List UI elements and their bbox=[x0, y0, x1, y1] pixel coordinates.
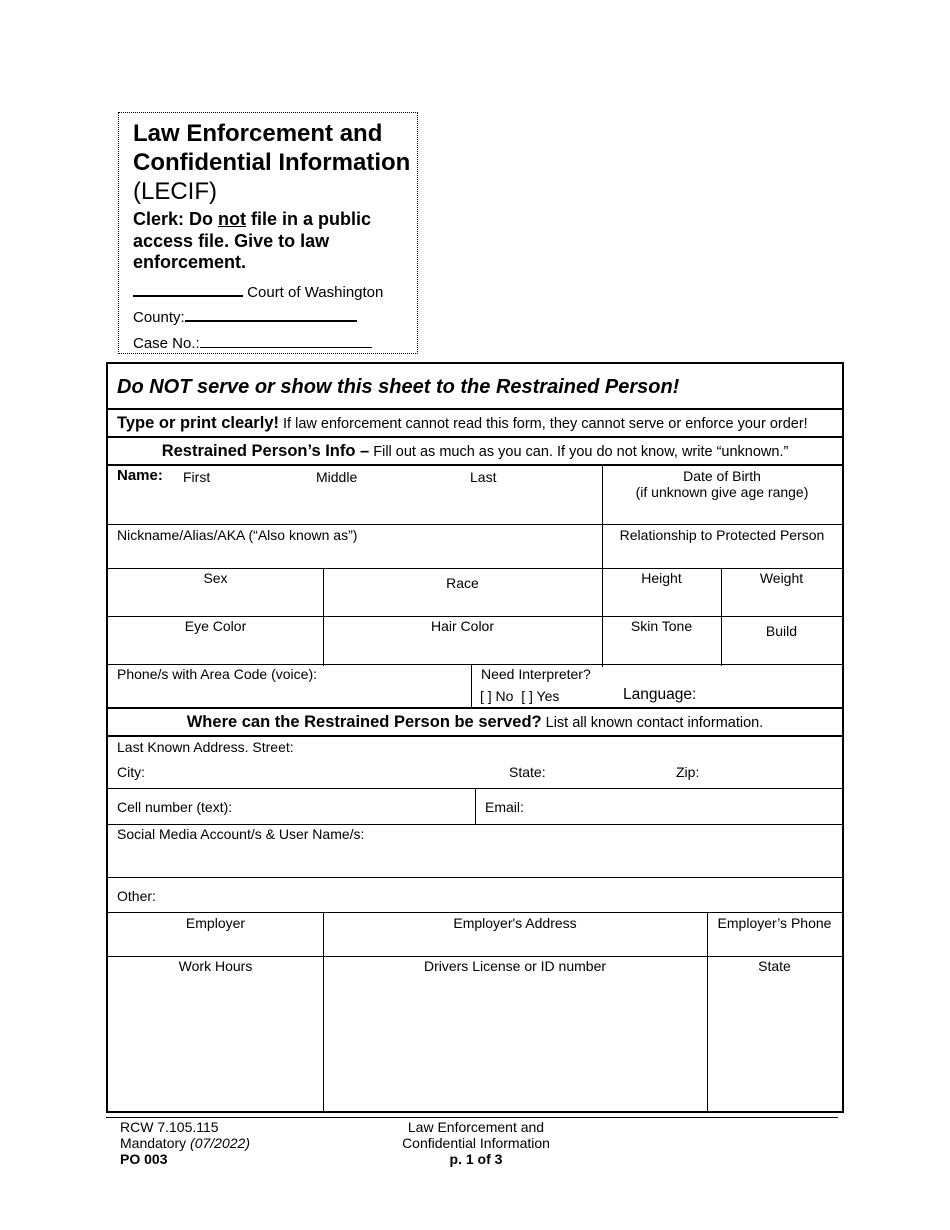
footer-title-line1: Law Enforcement and bbox=[407, 1119, 545, 1135]
city-field[interactable]: City: bbox=[117, 764, 145, 780]
cell-number-field[interactable]: Cell number (text): bbox=[117, 799, 233, 815]
sex-field[interactable]: Sex bbox=[203, 570, 228, 586]
license-state-field[interactable]: State bbox=[758, 958, 791, 974]
divider bbox=[323, 913, 324, 1111]
divider bbox=[108, 568, 842, 569]
skin-tone-field[interactable]: Skin Tone bbox=[630, 618, 693, 634]
served-header: Where can the Restrained Person be served? List all known contact information. bbox=[186, 713, 764, 731]
divider bbox=[108, 664, 842, 665]
footer-center bbox=[376, 1119, 576, 1167]
employer-address-field[interactable]: Employer's Address bbox=[453, 915, 577, 931]
social-media-field[interactable]: Social Media Account/s & User Name/s: bbox=[117, 826, 365, 842]
last-name-field[interactable]: Last bbox=[470, 469, 497, 485]
divider bbox=[108, 464, 842, 466]
case-number-label: Case No.: bbox=[133, 335, 200, 352]
divider bbox=[108, 436, 842, 438]
state-field[interactable]: State: bbox=[509, 764, 546, 780]
clerk-instruction: Clerk: Do not file in a public access file. Give to law enforcement. bbox=[133, 209, 372, 272]
divider bbox=[108, 912, 842, 913]
lecif-form bbox=[106, 362, 844, 1113]
employer-field[interactable]: Employer bbox=[185, 915, 246, 931]
address-field[interactable]: Last Known Address. Street: bbox=[117, 739, 294, 755]
drivers-license-field[interactable]: Drivers License or ID number bbox=[423, 958, 607, 974]
interpreter-options[interactable]: [ ] No [ ] Yes bbox=[480, 688, 560, 704]
nickname-field[interactable]: Nickname/Alias/AKA (“Also known as”) bbox=[117, 527, 358, 543]
page-number: p. 1 of 3 bbox=[449, 1151, 503, 1167]
divider bbox=[108, 408, 842, 410]
first-name-field[interactable]: First bbox=[183, 469, 211, 485]
divider bbox=[108, 707, 842, 709]
employer-phone-field[interactable]: Employer’s Phone bbox=[717, 915, 832, 931]
email-field[interactable]: Email: bbox=[485, 799, 524, 815]
form-abbreviation: (LECIF) bbox=[133, 178, 217, 205]
hair-color-field[interactable]: Hair Color bbox=[430, 618, 494, 634]
divider bbox=[108, 616, 842, 617]
language-field[interactable]: Language: bbox=[623, 686, 697, 703]
interpreter-label: Need Interpreter? bbox=[481, 666, 591, 682]
caption-box bbox=[118, 112, 418, 354]
dob-field[interactable]: Date of Birth bbox=[683, 468, 761, 484]
warning-text: Do NOT serve or show this sheet to the Restrained Person! bbox=[117, 376, 680, 398]
court-line bbox=[133, 281, 383, 301]
divider bbox=[108, 877, 842, 878]
divider bbox=[108, 524, 842, 525]
relationship-field[interactable]: Relationship to Protected Person bbox=[619, 527, 825, 543]
middle-name-field[interactable]: Middle bbox=[316, 469, 358, 485]
county-field[interactable] bbox=[185, 306, 357, 322]
form-number: PO 003 bbox=[120, 1151, 168, 1167]
type-clearly-row: Type or print clearly! If law enforcement cannot read this form, they cannot serve or enforce your order! bbox=[117, 414, 808, 432]
dob-note: (if unknown give age range) bbox=[635, 484, 809, 500]
other-field[interactable]: Other: bbox=[117, 888, 156, 904]
court-name-field[interactable] bbox=[133, 281, 243, 297]
court-label: Court of Washington bbox=[247, 284, 384, 301]
footer-rule bbox=[106, 1117, 838, 1118]
phone-field[interactable]: Phone/s with Area Code (voice): bbox=[117, 666, 317, 682]
mandatory-line: Mandatory (07/2022) bbox=[120, 1135, 250, 1151]
name-label: Name: bbox=[117, 467, 163, 484]
divider bbox=[475, 789, 476, 825]
height-field[interactable]: Height bbox=[641, 570, 682, 586]
divider bbox=[108, 824, 842, 825]
restrained-info-header: Restrained Person’s Info – Fill out as much as you can. If you do not know, write “unknown.” bbox=[161, 442, 789, 460]
work-hours-field[interactable]: Work Hours bbox=[178, 958, 253, 974]
rcw-reference: RCW 7.105.115 bbox=[120, 1119, 219, 1135]
zip-field[interactable]: Zip: bbox=[676, 764, 700, 780]
build-field[interactable]: Build bbox=[765, 623, 798, 639]
divider bbox=[108, 956, 842, 957]
form-title-text: Law Enforcement and Confidential Information bbox=[133, 120, 411, 176]
footer-left bbox=[120, 1119, 250, 1167]
county-line bbox=[133, 306, 357, 326]
eye-color-field[interactable]: Eye Color bbox=[184, 618, 247, 634]
form-title bbox=[133, 119, 413, 206]
case-number-field[interactable] bbox=[200, 333, 372, 348]
footer-title-line2: Confidential Information bbox=[402, 1135, 550, 1151]
county-label: County: bbox=[133, 309, 185, 326]
divider bbox=[108, 735, 842, 737]
divider bbox=[707, 913, 708, 1111]
divider bbox=[471, 665, 472, 708]
race-field[interactable]: Race bbox=[446, 575, 479, 591]
weight-field[interactable]: Weight bbox=[759, 570, 804, 586]
case-number-line bbox=[133, 333, 372, 352]
